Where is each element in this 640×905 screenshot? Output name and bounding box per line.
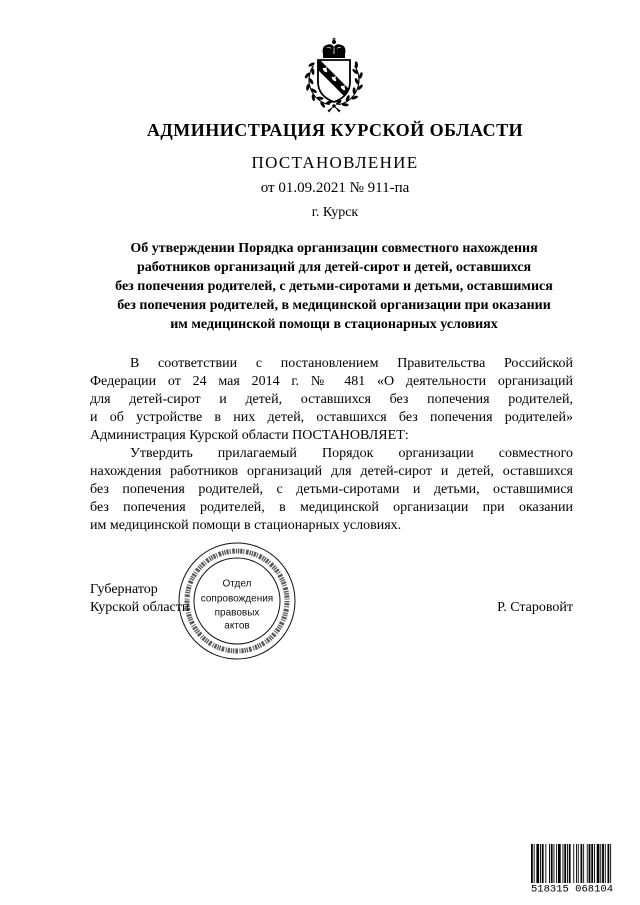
body-paragraph-preamble [90,355,573,445]
barcode-bar [542,844,544,884]
wreath-leaf [351,95,358,100]
signatory-position [90,581,189,617]
barcode-bar [536,844,539,884]
body-line: и об устройстве в них детей, оставшихся без попечения родителей» [90,410,573,425]
barcode-bar [594,844,595,884]
signatory-name: Р. Старовойт [497,600,573,615]
barcode-bar [578,844,579,884]
title-line: Об утверждении Порядка организации совместного нахождения [130,241,538,256]
barcode-bar [567,844,568,884]
barcode-bar [587,844,588,884]
wreath-leaf [311,94,315,101]
barcode-bar [589,844,591,884]
stamp-text-line: актов [224,620,250,632]
barcode-bar [564,844,566,884]
coat-of-arms-icon [299,37,369,115]
barcode-bar [581,844,583,884]
body-line: Администрация Курской области ПОСТАНОВЛЯЕТ: [90,428,409,443]
document-title [28,239,640,334]
barcode-bar [600,844,601,884]
barcode-bar [597,844,600,884]
body-paragraph-resolution [90,445,573,535]
wreath-leaf [353,87,356,94]
document-type: ПОСТАНОВЛЕНИЕ [251,153,419,172]
barcode-bar [608,844,610,884]
document-city: г. Курск [311,205,359,220]
barcode-bar [563,844,564,884]
body-line: В соответствии с постановлением Правительства Российской [130,356,573,371]
barcode-bar [549,844,550,884]
body-line: для детей-сирот и детей, оставшихся без попечения родителей, [90,392,573,407]
barcode-bar [558,844,561,884]
stamp-text-line: правовых [214,607,260,619]
stamp-text-line: Отдел [222,578,252,590]
barcode-bar [556,844,557,884]
document-date-number: от 01.09.2021 № 911-па [260,180,410,196]
barcode-bar [591,844,593,884]
barcode-number: 518315 068104 [531,884,613,894]
signatory-position-line: Курской области [90,600,190,615]
body-line: им медицинской помощи в стационарных условиях. [90,518,402,533]
body-line: Федерации от 24 мая 2014 г. № 481 «О деятельности организаций [90,374,573,389]
organization-name: АДМИНИСТРАЦИЯ КУРСКОЙ ОБЛАСТИ [146,120,524,140]
barcode-bar [610,844,611,884]
title-line: без попечения родителей, в медицинской организации при оказании [117,298,551,313]
body-line: без попечения родителей, в медицинской организации при оказании [90,500,573,515]
title-line: работников организаций для детей-сирот и детей, оставшихся [136,260,532,275]
barcode-bar [602,844,604,884]
barcode-bar [540,844,541,884]
body-line: нахождения работников организаций для детей-сирот и детей, оставшихся [90,464,573,479]
barcode-bar [551,844,553,884]
barcode-bar [554,844,555,884]
barcode [530,844,614,894]
barcode-bar [569,844,571,884]
barcode-bar [545,844,546,884]
barcode-bar [531,844,533,884]
stamp-text-line: сопровождения [200,593,274,605]
barcode-bar [576,844,577,884]
stamp [176,540,298,662]
body-line: без попечения родителей, с детьми-сиротами и детьми, оставшимися [90,482,573,497]
barcode-bar [573,844,574,884]
wreath-leaf [308,62,315,68]
body-line: Утвердить прилагаемый Порядок организации совместного [130,446,573,461]
crown-icon [323,38,346,58]
title-line: им медицинской помощи в стационарных условиях [170,317,498,332]
barcode-bars [531,844,611,884]
barcode-bar [605,844,606,884]
document-body [90,355,573,535]
barcode-bar [534,844,535,884]
title-line: без попечения родителей, с детьми-сиротами и детьми, оставшимися [115,279,553,294]
signatory-position-line: Губернатор [90,582,158,597]
barcode-bar [583,844,584,884]
